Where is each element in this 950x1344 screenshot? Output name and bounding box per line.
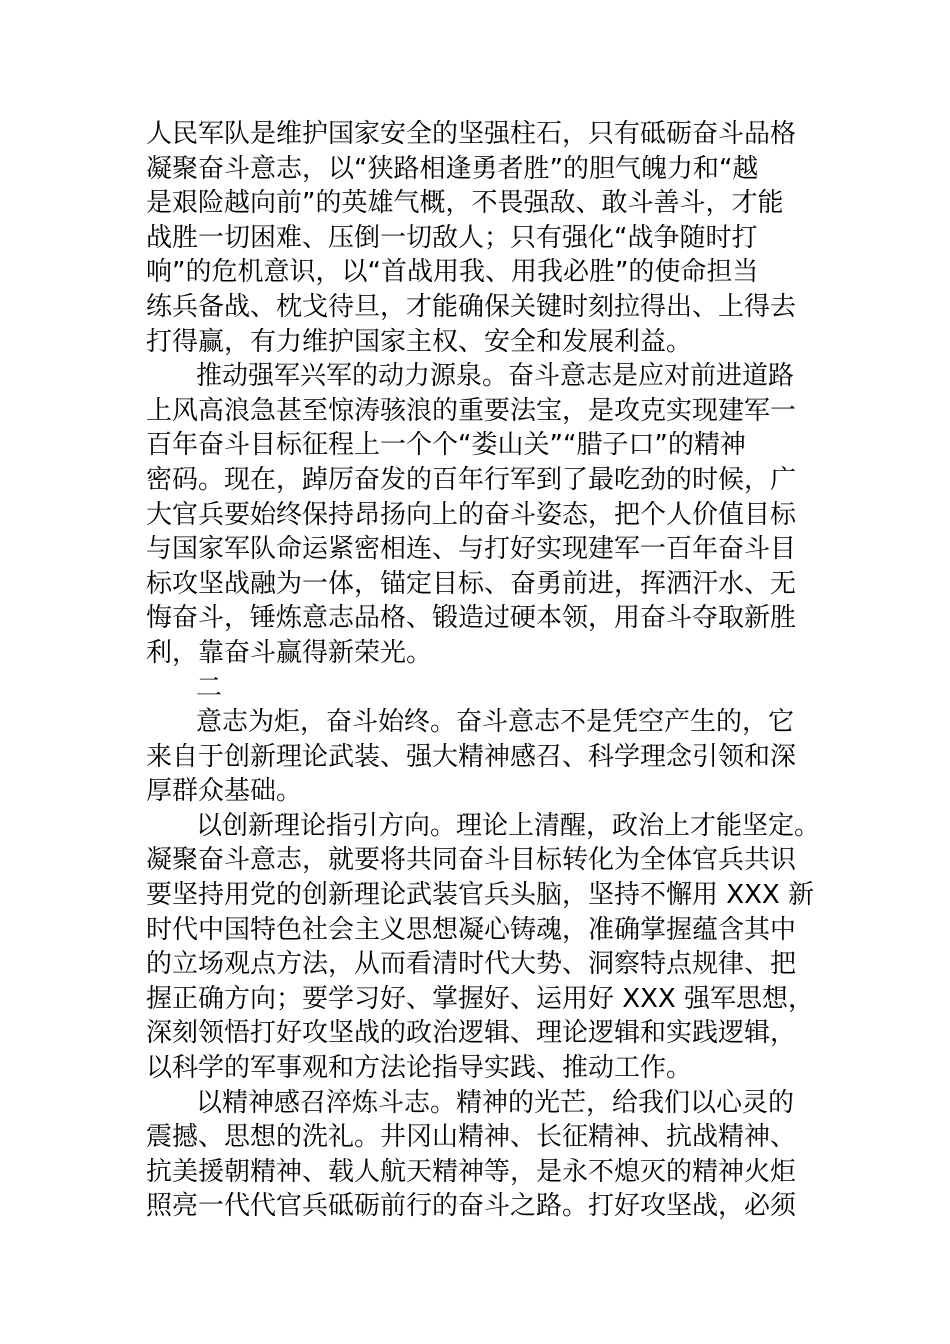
paragraph-start-line: 以创新理论指引方向。理论上清醒，政治上才能坚定。 xyxy=(196,810,821,841)
text-line: 响”的危机意识，以“首战用我、用我必胜”的使命担当 xyxy=(146,257,759,288)
text-line: 厚群众基础。 xyxy=(146,776,303,807)
text-line: 凝聚奋斗意志，就要将共同奋斗目标转化为全体官兵共识 xyxy=(146,845,797,876)
paragraph-start-line: 以精神感召淬炼斗志。精神的光芒，给我们以心灵的 xyxy=(196,1087,795,1118)
paragraph-start-line: 推动强军兴军的动力源泉。奋斗意志是应对前进道路 xyxy=(196,361,795,392)
text-line: 以科学的军事观和方法论指导实践、推动工作。 xyxy=(146,1053,693,1084)
text-line: 标攻坚战融为一体，锚定目标、奋勇前进，挥洒汗水、无 xyxy=(146,568,797,599)
text-line: 战胜一切困难、压倒一切敌人；只有强化“战争随时打 xyxy=(146,222,758,253)
text-line: 与国家军队命运紧密相连、与打好实现建军一百年奋斗目 xyxy=(146,534,797,565)
text-line: 的立场观点方法，从而看清时代大势、洞察特点规律、把 xyxy=(146,949,797,980)
text-line: 人民军队是维护国家安全的坚强柱石，只有砥砺奋斗品格 xyxy=(146,119,797,149)
text-line: 悔奋斗，锤炼意志品格、锻造过硬本领，用奋斗夺取新胜 xyxy=(146,603,797,634)
paragraph-start-line: 意志为炬，奋斗始终。奋斗意志不是凭空产生的，它 xyxy=(196,707,795,738)
document-body xyxy=(146,117,821,1224)
text-line: 百年奋斗目标征程上一个个“娄山关”“腊子口”的精神 xyxy=(146,430,746,461)
text-line: 照亮一代代官兵砥砺前行的奋斗之路。打好攻坚战，必须 xyxy=(146,1191,797,1222)
text-line: 上风高浪急甚至惊涛骇浪的重要法宝，是攻克实现建军一 xyxy=(146,395,797,426)
text-line: 震撼、思想的洗礼。井冈山精神、长征精神、抗战精神、 xyxy=(146,1122,797,1153)
text-line: 来自于创新理论武装、强大精神感召、科学理念引领和深 xyxy=(146,741,797,772)
text-line: 密码。现在，踔厉奋发的百年行军到了最吃劲的时候，广 xyxy=(146,464,797,495)
text-line: 练兵备战、枕戈待旦，才能确保关键时刻拉得出、上得去 xyxy=(146,291,797,322)
text-line: 握正确方向；要学习好、掌握好、运用好 XXX 强军思想， xyxy=(146,983,814,1014)
text-line: 大官兵要始终保持昂扬向上的奋斗姿态，把个人价值目标 xyxy=(146,499,797,530)
text-line: 要坚持用党的创新理论武装官兵头脑，坚持不懈用 XXX 新 xyxy=(146,880,814,911)
text-line: 时代中国特色社会主义思想凝心铸魂，准确掌握蕴含其中 xyxy=(146,914,797,945)
text-line: 打得赢，有力维护国家主权、安全和发展利益。 xyxy=(146,326,693,357)
text-line: 是艰险越向前”的英雄气概，不畏强敌、敢斗善斗，才能 xyxy=(146,188,784,219)
text-line: 利，靠奋斗赢得新荣光。 xyxy=(146,637,433,668)
text-line: 凝聚奋斗意志，以“狭路相逢勇者胜”的胆气魄力和“越 xyxy=(146,153,759,184)
section-number: 二 xyxy=(196,672,223,703)
text-line: 抗美援朝精神、载人航天精神等，是永不熄灭的精神火炬 xyxy=(146,1156,797,1187)
text-line: 深刻领悟打好攻坚战的政治逻辑、理论逻辑和实践逻辑， xyxy=(146,1018,797,1049)
